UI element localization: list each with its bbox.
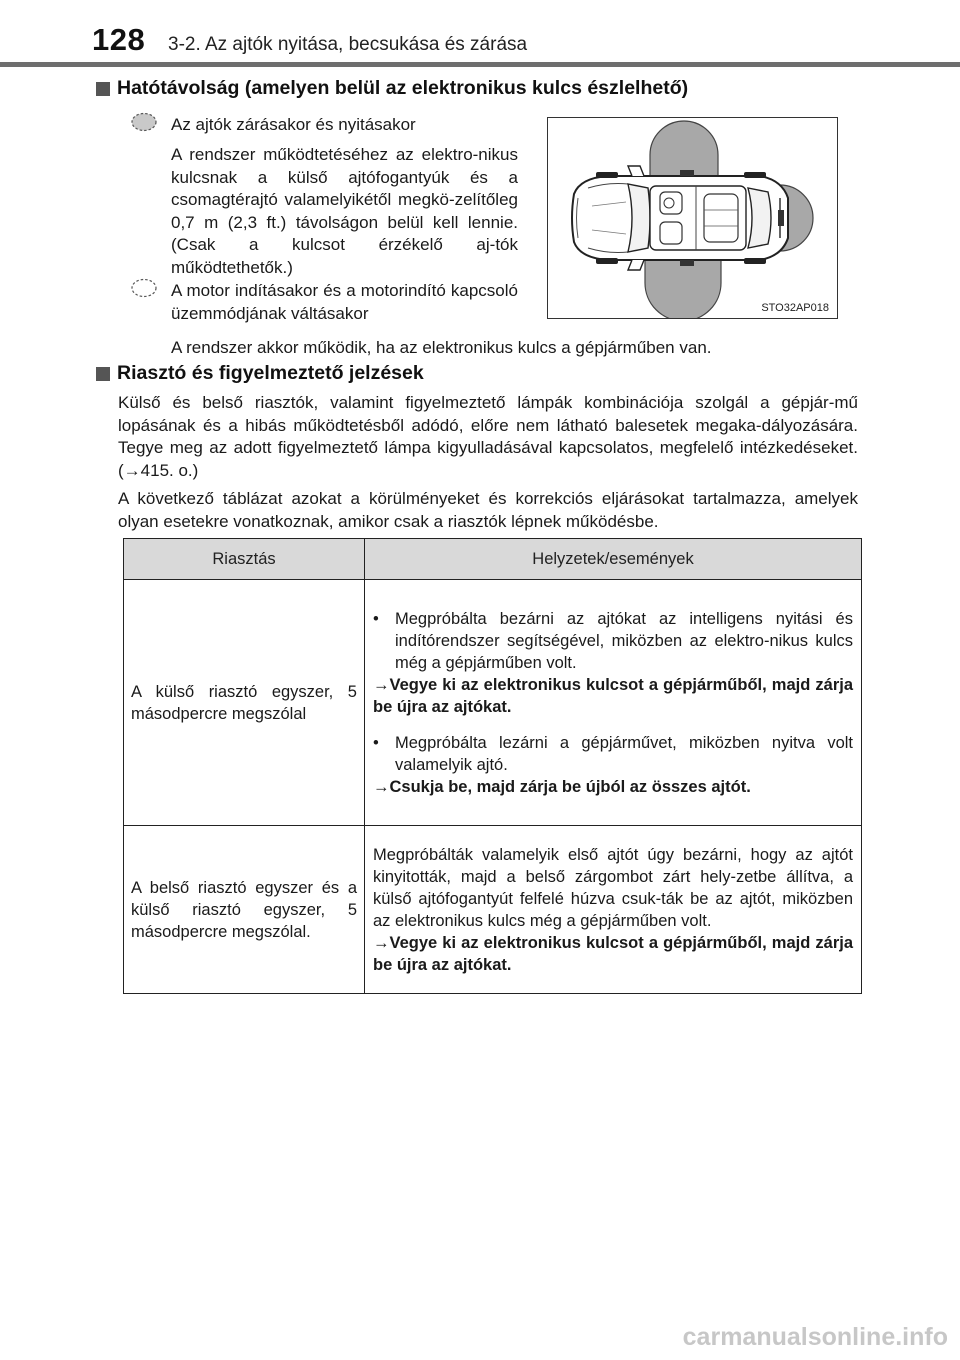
bullet-dot: • (373, 733, 379, 752)
table-header-situation: Helyzetek/események (365, 539, 862, 580)
step-bullet-icon (130, 112, 158, 132)
diagram-code: STO32AP018 (761, 302, 829, 314)
corrective-action (373, 776, 853, 798)
table-cell-alarm (124, 826, 365, 994)
alarms-paragraph-2: A következő táblázat azokat a körülményeket és korrekciós eljárásokat tartalmazza, amelyek olyan esetekre vonatkoznak, amikor csak a riasztók lépnek működésbe. (118, 489, 858, 531)
corrective-action (373, 674, 853, 718)
range-item-1-title: Az ajtók zárásakor és nyitásakor (171, 115, 416, 134)
table-row (124, 580, 862, 826)
situation-bullet-text: Megpróbálta bezárni az ajtókat az intelligens nyitási és indítórendszer segítségével, miközben az elektro-nikus kulcs még a gépjárműben volt. (395, 609, 853, 672)
table-cell-situation (365, 580, 862, 826)
section-heading-range-text: Hatótávolság (amelyen belül az elektronikus kulcs észlelhető) (117, 77, 689, 99)
corrective-action-text: Vegye ki az elektronikus kulcsot a gépjárműből, majd zárja be újra az ajtókat. (373, 675, 853, 716)
table-cell-alarm (124, 580, 365, 826)
section-heading-alarms (96, 362, 424, 385)
situation-text: Megpróbálták valamelyik első ajtót úgy bezárni, hogy az ajtót kinyitották, majd a belső zárgombot zárt hely-zetbe állítva, a külső ajtófogantyút felfelé húzva csuk-ták be az ajtót, miközben az elektronikus kulcs még a gépjárműben volt. (373, 845, 853, 930)
bullet-dot: • (373, 609, 379, 628)
situation-bullet (373, 732, 853, 776)
table-header-row (124, 539, 862, 580)
section-square-icon (96, 367, 110, 381)
rear-door-zone (645, 258, 721, 318)
chapter-title: 3-2. Az ajtók nyitása, becsukása és zárása (168, 34, 528, 55)
car-top-view-diagram (547, 117, 838, 319)
situation-bullet-text: Megpróbálta lezárni a gépjárművet, miközben nyitva volt valamelyik ajtó. (395, 733, 853, 774)
range-item-2-title: A motor indításakor és a motorindító kapcsoló üzemmódjának váltásakor (171, 281, 518, 323)
watermark: carmanualsonline.info (682, 1323, 948, 1351)
table-header-alarm: Riasztás (124, 539, 365, 580)
arrow-icon: → (373, 933, 390, 952)
table-row (124, 826, 862, 994)
alarm-text: A külső riasztó egyszer, 5 másodpercre megszólal (131, 682, 357, 723)
section-square-icon (96, 82, 110, 96)
page-header (0, 0, 960, 68)
range-item-2-body: A rendszer akkor működik, ha az elektronikus kulcs a gépjárműben van. (171, 338, 712, 357)
car-diagram-illustration (548, 118, 837, 318)
header-rule (0, 62, 960, 67)
alarm-text: A belső riasztó egyszer és a külső riasztó egyszer, 5 másodpercre megszólal. (131, 878, 357, 941)
range-item-1-body: A rendszer működtetéséhez az elektro-nikus kulcsnak a külső ajtófogantyúk és a csomagtérajtó valamelyikétől megkö-zelítőleg 0,7 m (2,3 ft.) távolságon belül kell lennie. (Csak a kulcsot érzékelő aj-tók működtethetők.) (171, 145, 518, 277)
alarms-paragraph-1: Külső és belső riasztók, valamint figyelmeztető lámpák kombinációja szolgál a gépjár-mű lopásának és a hibás működtetésből adódó, előre nem látható balesetek megaka-dályozására. Tegye meg az adott figyelmeztető lámpa kigyulladásával kapcsolatos, megfelelő intézkedéseket. (→415. o.) (118, 393, 858, 480)
section-heading-range (96, 77, 688, 100)
table-cell-situation (365, 826, 862, 994)
corrective-action (373, 932, 853, 976)
section-heading-alarms-text: Riasztó és figyelmeztető jelzések (117, 362, 424, 384)
corrective-action-text: Csukja be, majd zárja be újból az összes ajtót. (389, 777, 751, 796)
arrow-icon: → (373, 675, 390, 694)
arrow-icon: → (373, 777, 390, 796)
page-number: 128 (92, 22, 146, 57)
step-bullet-icon (130, 278, 158, 298)
situation-bullet (373, 608, 853, 674)
alarms-table (123, 538, 862, 994)
corrective-action-text: Vegye ki az elektronikus kulcsot a gépjárműből, majd zárja be újra az ajtókat. (373, 933, 853, 974)
